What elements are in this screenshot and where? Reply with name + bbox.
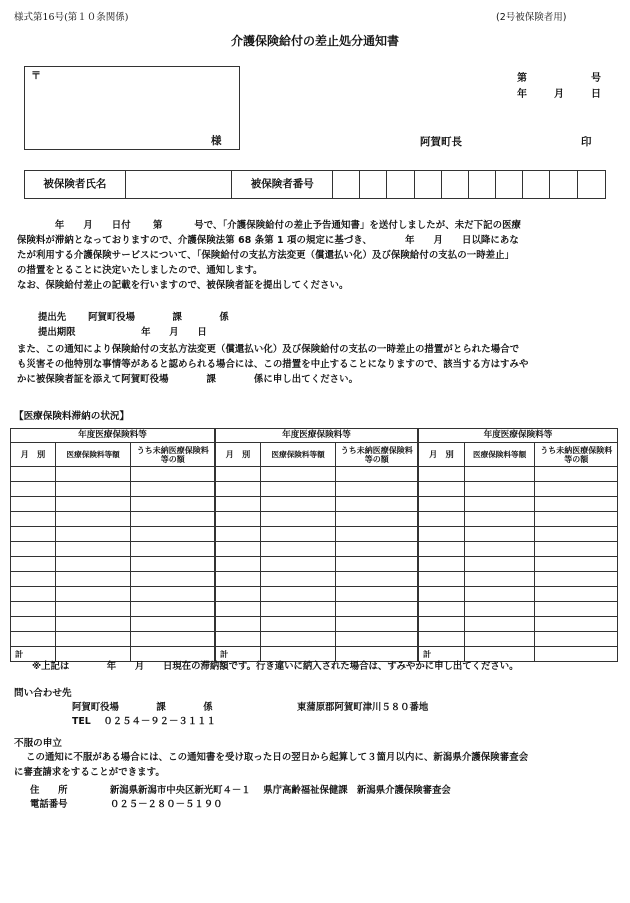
month-cell[interactable] xyxy=(419,512,465,527)
insured-number-digit[interactable] xyxy=(441,171,468,199)
premium-cell[interactable] xyxy=(55,482,131,497)
month-cell[interactable] xyxy=(216,587,261,602)
premium-cell[interactable] xyxy=(260,482,336,497)
month-cell[interactable] xyxy=(216,467,261,482)
unpaid-cell[interactable] xyxy=(336,572,418,587)
col-month-header: 月 別 xyxy=(216,443,261,467)
premium-cell[interactable] xyxy=(464,512,535,527)
col-unpaid-header: うち未納医療保険料等の額 xyxy=(131,443,215,467)
appeal-text xyxy=(14,750,614,780)
unpaid-cell[interactable] xyxy=(131,542,215,557)
unpaid-cell[interactable] xyxy=(131,632,215,647)
unpaid-cell[interactable] xyxy=(336,632,418,647)
submit-deadline: 提出期限 年 月 日 xyxy=(38,327,207,338)
month-cell[interactable] xyxy=(216,617,261,632)
arrears-block xyxy=(10,428,215,662)
month-cell[interactable] xyxy=(216,497,261,512)
premium-cell[interactable] xyxy=(260,527,336,542)
month-cell[interactable] xyxy=(419,632,465,647)
insured-name-label: 被保険者氏名 xyxy=(25,171,126,199)
month-cell[interactable] xyxy=(419,557,465,572)
unpaid-cell[interactable] xyxy=(535,602,618,617)
month-cell[interactable] xyxy=(216,572,261,587)
unpaid-cell[interactable] xyxy=(336,617,418,632)
premium-cell[interactable] xyxy=(464,497,535,512)
premium-cell[interactable] xyxy=(260,632,336,647)
notice-line: また、この通知により保険給付の支払方法変更（償還払い化）及び保険給付の支払の一時差止の措置がとられた場合で xyxy=(17,344,520,355)
contact-address: 東蒲原郡阿賀町津川５８０番地 xyxy=(297,702,429,713)
form-code: 様式第16号(第１０条関係) xyxy=(14,12,129,23)
premium-cell[interactable] xyxy=(260,587,336,602)
month-cell[interactable] xyxy=(419,572,465,587)
unpaid-cell[interactable] xyxy=(535,557,618,572)
notice-paragraph-3 xyxy=(17,342,617,387)
month-cell[interactable] xyxy=(216,527,261,542)
premium-cell[interactable] xyxy=(260,497,336,512)
insured-number-digit[interactable] xyxy=(414,171,441,199)
unpaid-cell[interactable] xyxy=(535,542,618,557)
premium-cell[interactable] xyxy=(464,602,535,617)
contact-title: 問い合わせ先 xyxy=(14,688,72,699)
month-cell[interactable] xyxy=(11,557,56,572)
month-cell[interactable] xyxy=(419,602,465,617)
month-cell[interactable] xyxy=(216,482,261,497)
unpaid-cell[interactable] xyxy=(336,602,418,617)
month-cell[interactable] xyxy=(419,542,465,557)
insured-number-label: 被保険者番号 xyxy=(232,171,333,199)
unpaid-cell[interactable] xyxy=(535,587,618,602)
insured-number-digit[interactable] xyxy=(496,171,523,199)
col-unpaid-header: うち未納医療保険料等の額 xyxy=(535,443,618,467)
unpaid-cell[interactable] xyxy=(336,542,418,557)
premium-cell[interactable] xyxy=(464,542,535,557)
premium-cell[interactable] xyxy=(260,512,336,527)
appeal-title: 不服の申立 xyxy=(14,738,62,749)
unpaid-cell[interactable] xyxy=(535,482,618,497)
premium-cell[interactable] xyxy=(260,617,336,632)
insured-type-label: (2号被保険者用) xyxy=(496,12,567,23)
unpaid-cell[interactable] xyxy=(131,467,215,482)
unpaid-cell[interactable] xyxy=(131,602,215,617)
contact-tel: TEL ０２５４－９２－３１１１ xyxy=(72,716,216,727)
unpaid-cell[interactable] xyxy=(336,587,418,602)
total-premium-cell[interactable] xyxy=(260,647,336,662)
unpaid-cell[interactable] xyxy=(131,587,215,602)
appeal-phone-label: 電話番号 xyxy=(30,799,68,810)
premium-cell[interactable] xyxy=(464,572,535,587)
notice-line: かに被保険者証を添えて阿賀町役場 課 係に申し出てください。 xyxy=(17,374,359,385)
premium-cell[interactable] xyxy=(260,542,336,557)
total-unpaid-cell[interactable] xyxy=(336,647,418,662)
address-box xyxy=(24,66,240,150)
col-premium-header: 医療保険料等額 xyxy=(464,443,535,467)
col-premium-header: 医療保険料等額 xyxy=(55,443,131,467)
month-cell[interactable] xyxy=(11,497,56,512)
unpaid-cell[interactable] xyxy=(131,527,215,542)
month-cell[interactable] xyxy=(11,632,56,647)
fiscal-year-header: 年度医療保険料等 xyxy=(419,429,618,443)
issue-day: 日 xyxy=(591,89,601,100)
unpaid-cell[interactable] xyxy=(535,617,618,632)
unpaid-cell[interactable] xyxy=(535,497,618,512)
insured-info-table xyxy=(24,170,606,199)
premium-cell[interactable] xyxy=(260,602,336,617)
notice-line: の措置をとることに決定いたしましたので、通知します。 xyxy=(17,265,263,276)
notice-line: も災害その他特別な事情等があると認められる場合には、この措置を中止することになりますので、該当する方はすみや xyxy=(17,359,529,370)
premium-cell[interactable] xyxy=(260,467,336,482)
fiscal-year-header: 年度医療保険料等 xyxy=(11,429,215,443)
unpaid-cell[interactable] xyxy=(336,497,418,512)
col-month-header: 月 別 xyxy=(419,443,465,467)
premium-cell[interactable] xyxy=(464,482,535,497)
submit-to: 提出先 阿賀町役場 課 係 xyxy=(38,312,229,323)
premium-cell[interactable] xyxy=(260,557,336,572)
month-cell[interactable] xyxy=(216,632,261,647)
month-cell[interactable] xyxy=(11,542,56,557)
col-unpaid-header: うち未納医療保険料等の額 xyxy=(336,443,418,467)
notice-line: なお、保険給付差止の記載を行いますので、被保険者証を提出してください。 xyxy=(17,280,349,291)
month-cell[interactable] xyxy=(216,557,261,572)
honorific-sama: 様 xyxy=(211,135,222,147)
insured-name-field[interactable] xyxy=(125,171,232,199)
appeal-line: に審査請求をすることができます。 xyxy=(14,767,165,778)
seal-mark: 印 xyxy=(581,136,592,148)
insured-number-digit[interactable] xyxy=(577,171,605,199)
month-cell[interactable] xyxy=(11,572,56,587)
insured-number-digit[interactable] xyxy=(468,171,495,199)
total-unpaid-cell[interactable] xyxy=(535,647,618,662)
unpaid-cell[interactable] xyxy=(131,572,215,587)
total-label: 計 xyxy=(419,647,465,662)
premium-cell[interactable] xyxy=(55,512,131,527)
premium-cell[interactable] xyxy=(464,557,535,572)
premium-cell[interactable] xyxy=(55,617,131,632)
unpaid-cell[interactable] xyxy=(336,527,418,542)
notice-line: 保険料が滞納となっておりますので、介護保険法第 68 条第 1 項の規定に基づき、 年 月 日以降にあな xyxy=(17,235,519,246)
unpaid-cell[interactable] xyxy=(535,632,618,647)
unpaid-cell[interactable] xyxy=(131,497,215,512)
appeal-address-value: 新潟県新潟市中央区新光町４－１ 県庁高齢福祉保健課 新潟県介護保険審査会 xyxy=(110,785,451,796)
unpaid-cell[interactable] xyxy=(336,482,418,497)
premium-cell[interactable] xyxy=(464,467,535,482)
insured-number-digit[interactable] xyxy=(360,171,387,199)
premium-cell[interactable] xyxy=(55,572,131,587)
premium-cell[interactable] xyxy=(55,467,131,482)
document-title: 介護保険給付の差止処分通知書 xyxy=(230,34,399,48)
premium-cell[interactable] xyxy=(55,527,131,542)
month-cell[interactable] xyxy=(11,587,56,602)
issuer-name: 阿賀町長 xyxy=(420,136,462,148)
unpaid-cell[interactable] xyxy=(336,557,418,572)
contact-office: 阿賀町役場 課 係 xyxy=(72,702,213,713)
month-cell[interactable] xyxy=(216,602,261,617)
notice-line: 年 月 日付 第 号で、「介護保険給付の差止予告通知書」を送付しましたが、未だ下記の医療 xyxy=(17,220,522,231)
premium-cell[interactable] xyxy=(464,527,535,542)
appeal-phone-value: ０２５－２８０－５１９０ xyxy=(110,799,223,810)
col-premium-header: 医療保険料等額 xyxy=(260,443,336,467)
premium-cell[interactable] xyxy=(260,572,336,587)
month-cell[interactable] xyxy=(11,602,56,617)
premium-cell[interactable] xyxy=(464,587,535,602)
issue-month: 月 xyxy=(554,89,564,100)
appeal-address-label: 住 所 xyxy=(30,785,68,796)
total-label: 計 xyxy=(11,647,56,662)
unpaid-cell[interactable] xyxy=(535,527,618,542)
premium-cell[interactable] xyxy=(55,587,131,602)
postal-mark: 〒 xyxy=(31,71,41,82)
premium-cell[interactable] xyxy=(464,632,535,647)
notice-line: たが利用する介護保険サービスについて、「保険給付の支払方法変更（償還払い化）及び保険給付の支払の一時差止」 xyxy=(17,250,515,261)
total-unpaid-cell[interactable] xyxy=(131,647,215,662)
month-cell[interactable] xyxy=(216,542,261,557)
notice-paragraph-1 xyxy=(17,218,617,293)
premium-cell[interactable] xyxy=(55,632,131,647)
issue-go: 号 xyxy=(591,73,601,84)
month-cell[interactable] xyxy=(419,617,465,632)
premium-cell[interactable] xyxy=(55,542,131,557)
fiscal-year-header: 年度医療保険料等 xyxy=(216,429,418,443)
arrears-block xyxy=(215,428,418,662)
month-cell[interactable] xyxy=(419,482,465,497)
insured-number-digit[interactable] xyxy=(550,171,577,199)
month-cell[interactable] xyxy=(419,527,465,542)
arrears-section-title: 【医療保険料滞納の状況】 xyxy=(14,411,130,422)
arrears-note: ※上記は 年 月 日現在の滞納額です。行き違いに納入された場合は、すみやかに申し出てください。 xyxy=(32,661,519,672)
month-cell[interactable] xyxy=(11,527,56,542)
unpaid-cell[interactable] xyxy=(131,557,215,572)
premium-cell[interactable] xyxy=(464,617,535,632)
month-cell[interactable] xyxy=(419,497,465,512)
appeal-line: この通知に不服がある場合には、この通知書を受け取った日の翌日から起算して３箇月以内に、新潟県介護保険審査会 xyxy=(26,752,529,763)
month-cell[interactable] xyxy=(11,617,56,632)
month-cell[interactable] xyxy=(11,512,56,527)
unpaid-cell[interactable] xyxy=(336,467,418,482)
issue-dai: 第 xyxy=(517,73,527,84)
premium-cell[interactable] xyxy=(55,497,131,512)
unpaid-cell[interactable] xyxy=(535,572,618,587)
premium-cell[interactable] xyxy=(55,557,131,572)
month-cell[interactable] xyxy=(216,512,261,527)
unpaid-cell[interactable] xyxy=(131,482,215,497)
insured-number-digit[interactable] xyxy=(523,171,550,199)
insured-number-digit[interactable] xyxy=(333,171,360,199)
arrears-block xyxy=(418,428,618,662)
insured-number-digit[interactable] xyxy=(387,171,414,199)
unpaid-cell[interactable] xyxy=(131,617,215,632)
total-label: 計 xyxy=(216,647,261,662)
total-premium-cell[interactable] xyxy=(464,647,535,662)
month-cell[interactable] xyxy=(419,467,465,482)
col-month-header: 月 別 xyxy=(11,443,56,467)
month-cell[interactable] xyxy=(419,587,465,602)
total-premium-cell[interactable] xyxy=(55,647,131,662)
unpaid-cell[interactable] xyxy=(535,467,618,482)
month-cell[interactable] xyxy=(11,467,56,482)
unpaid-cell[interactable] xyxy=(535,512,618,527)
premium-cell[interactable] xyxy=(55,602,131,617)
month-cell[interactable] xyxy=(11,482,56,497)
unpaid-cell[interactable] xyxy=(336,512,418,527)
unpaid-cell[interactable] xyxy=(131,512,215,527)
issue-year: 年 xyxy=(517,89,527,100)
